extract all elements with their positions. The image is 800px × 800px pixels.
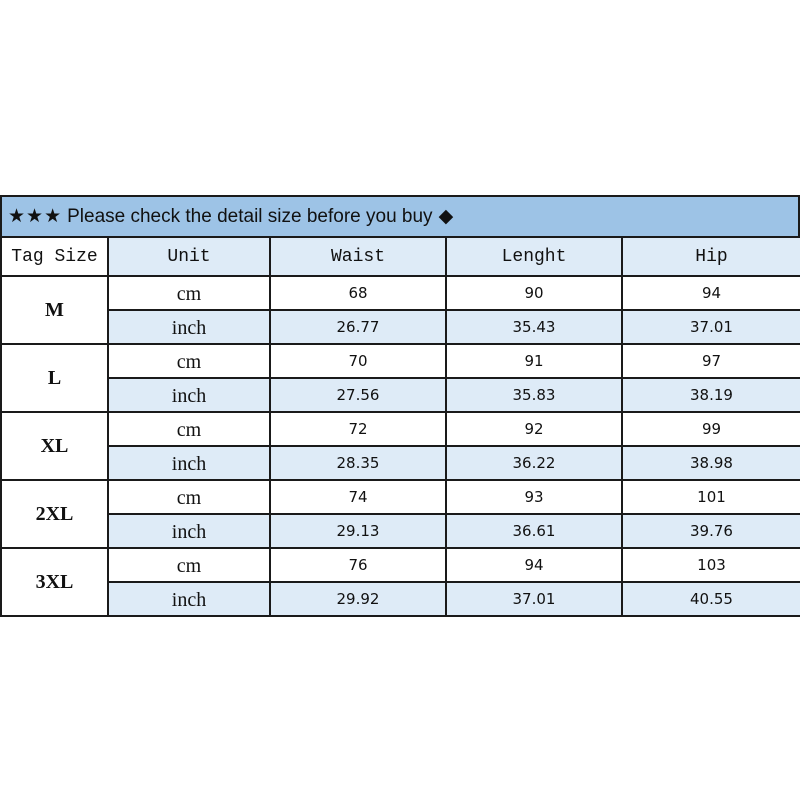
unit-cell: inch — [108, 310, 270, 344]
length-value-cell: 90 — [446, 276, 622, 310]
table-row — [1, 378, 800, 412]
length-value-cell: 36.22 — [446, 446, 622, 480]
length-value-cell: 94 — [446, 548, 622, 582]
header-hip: Hip — [622, 237, 800, 276]
unit-cell: inch — [108, 582, 270, 616]
size-table — [0, 236, 800, 617]
table-row — [1, 276, 800, 310]
waist-value-cell: 70 — [270, 344, 446, 378]
unit-cell: cm — [108, 412, 270, 446]
length-value-cell: 35.83 — [446, 378, 622, 412]
hip-value-cell: 97 — [622, 344, 800, 378]
hip-value-cell: 99 — [622, 412, 800, 446]
table-row — [1, 548, 800, 582]
tag-size-cell: L — [1, 344, 108, 412]
header-tag-size: Tag Size — [1, 237, 108, 276]
header-row — [1, 237, 800, 276]
size-table-body — [1, 276, 800, 616]
size-chart-banner — [0, 195, 800, 236]
table-row — [1, 446, 800, 480]
hip-value-cell: 38.19 — [622, 378, 800, 412]
length-value-cell: 92 — [446, 412, 622, 446]
waist-value-cell: 68 — [270, 276, 446, 310]
star-rating-icon: ★★★ — [8, 206, 63, 227]
waist-value-cell: 29.13 — [270, 514, 446, 548]
length-value-cell: 37.01 — [446, 582, 622, 616]
unit-cell: inch — [108, 514, 270, 548]
waist-value-cell: 28.35 — [270, 446, 446, 480]
tag-size-cell: 3XL — [1, 548, 108, 616]
table-row — [1, 344, 800, 378]
waist-value-cell: 29.92 — [270, 582, 446, 616]
table-row — [1, 480, 800, 514]
unit-cell: cm — [108, 276, 270, 310]
waist-value-cell: 74 — [270, 480, 446, 514]
banner-text: Please check the detail size before you buy — [67, 205, 433, 227]
tag-size-cell: XL — [1, 412, 108, 480]
length-value-cell: 35.43 — [446, 310, 622, 344]
table-row — [1, 412, 800, 446]
hip-value-cell: 94 — [622, 276, 800, 310]
tag-size-cell: M — [1, 276, 108, 344]
hip-value-cell: 103 — [622, 548, 800, 582]
length-value-cell: 93 — [446, 480, 622, 514]
table-row — [1, 310, 800, 344]
waist-value-cell: 72 — [270, 412, 446, 446]
waist-value-cell: 26.77 — [270, 310, 446, 344]
unit-cell: cm — [108, 480, 270, 514]
header-waist: Waist — [270, 237, 446, 276]
hip-value-cell: 40.55 — [622, 582, 800, 616]
unit-cell: inch — [108, 446, 270, 480]
table-row — [1, 582, 800, 616]
unit-cell: cm — [108, 548, 270, 582]
unit-cell: cm — [108, 344, 270, 378]
length-value-cell: 91 — [446, 344, 622, 378]
waist-value-cell: 27.56 — [270, 378, 446, 412]
header-length: Lenght — [446, 237, 622, 276]
length-value-cell: 36.61 — [446, 514, 622, 548]
unit-cell: inch — [108, 378, 270, 412]
diamond-icon: ◆ — [438, 206, 454, 227]
hip-value-cell: 37.01 — [622, 310, 800, 344]
tag-size-cell: 2XL — [1, 480, 108, 548]
hip-value-cell: 101 — [622, 480, 800, 514]
waist-value-cell: 76 — [270, 548, 446, 582]
size-chart — [0, 195, 800, 617]
hip-value-cell: 39.76 — [622, 514, 800, 548]
hip-value-cell: 38.98 — [622, 446, 800, 480]
table-row — [1, 514, 800, 548]
header-unit: Unit — [108, 237, 270, 276]
